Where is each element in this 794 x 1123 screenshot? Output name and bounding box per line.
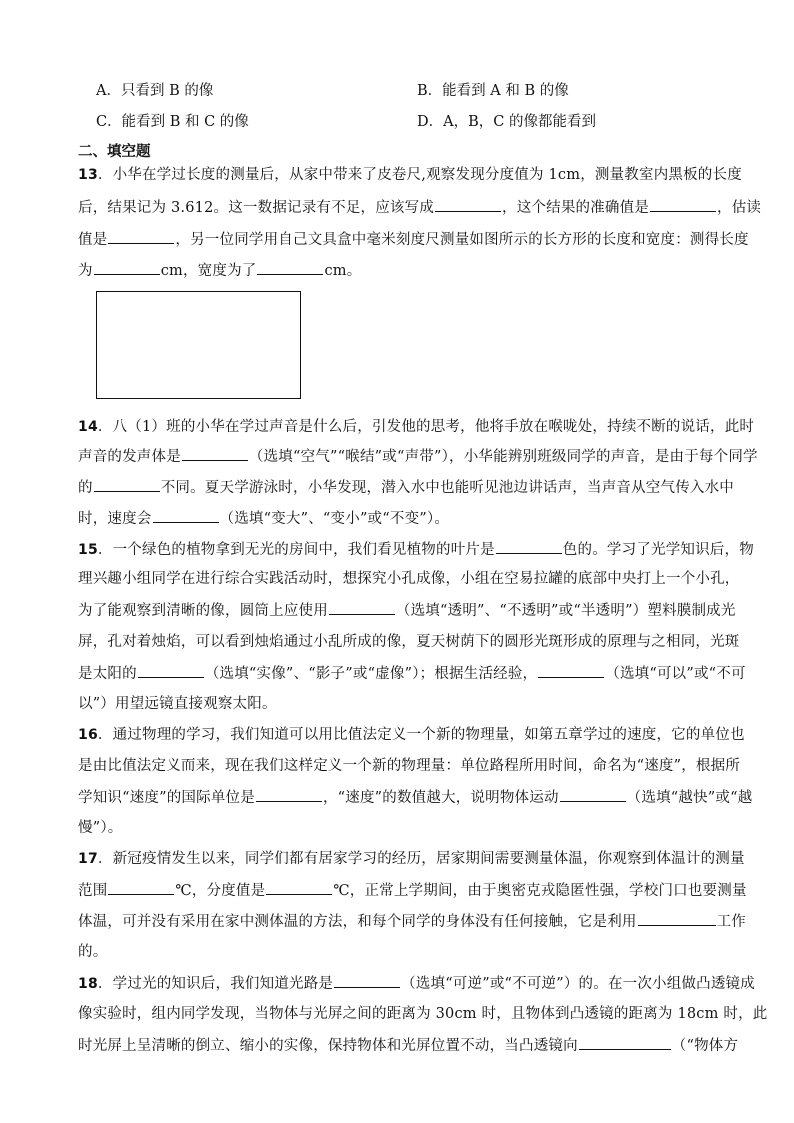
q14-text: （选填“空气”“喉结”或“声带”），小华能辨别班级同学的声音，是由于每个同学 [248, 449, 758, 465]
q14-text: 的 [78, 480, 93, 496]
q15-text: 屏，孔对着烛焰，可以看到烛焰通过小乱所成的像，夏天树荫下的圆形光斑形成的原理与之相同，光斑 [78, 634, 740, 650]
q14-text: 声音的发声体是 [78, 449, 181, 465]
q15-line-6 [78, 694, 738, 714]
option-c: C．能看到 B 和 C 的像 [96, 114, 249, 130]
q17-text: ℃，正常上学期间，由于奥密克戎隐匿性强，学校门口也要测量 [333, 883, 747, 899]
q17-text: 的。 [78, 944, 108, 960]
q14-text: 时，速度会 [78, 511, 152, 527]
option-d: D．A，B，C 的像都能看到 [417, 114, 596, 130]
answer-blank[interactable] [329, 600, 395, 615]
option-b: B．能看到 A 和 B 的像 [417, 83, 569, 99]
answer-blank[interactable] [435, 197, 501, 212]
q17-text: 工作 [716, 914, 747, 930]
q14-text: ．八（1）班的小华在学过声音是什么后，引发他的思考，他将手放在喉咙处，持续不断的说话，此时 [97, 419, 755, 435]
q17-text: 范围 [78, 883, 108, 899]
q18-text: 时光屏上呈清晰的倒立、缩小的实像，保持物体和光屏位置不动，当凸透镜向 [78, 1038, 578, 1054]
q17-line-3 [78, 911, 747, 932]
q15-text: ．一个绿色的植物拿到无光的房间中，我们看见植物的叶片是 [97, 542, 495, 558]
q15-text: （选填“实像”、“影子”或“虚像”）；根据生活经验， [204, 666, 538, 682]
q16-number: 16 [78, 727, 98, 743]
q16-text: 是由比值法定义而来，现在我们这样定义一个新的物理量：单位路程所用时间，命名为“逨度”，根据所 [78, 758, 741, 774]
q16-text: （选填“越快”或“越 [626, 790, 753, 806]
q15-text: 色的。学习了光学知识后，物 [562, 542, 754, 558]
q14-line-2 [78, 446, 758, 467]
q17-line-2 [78, 880, 747, 901]
q14-line-3 [78, 477, 738, 498]
q13-number: 13 [78, 167, 98, 183]
q18-text: 像实验时，组内同学发现，当物体与光屏之间的距离为 30cm 时，且物体到凸透镜的距离为 18cm 时，此 [78, 1006, 768, 1022]
q13-line-3 [78, 229, 749, 250]
q15-line-3 [78, 600, 738, 621]
q13-text: 值是 [78, 232, 108, 248]
answer-blank[interactable] [108, 229, 174, 244]
answer-blank[interactable] [108, 880, 174, 895]
q14-line-4 [78, 508, 738, 529]
q18-number: 18 [78, 976, 98, 992]
answer-blank[interactable] [638, 911, 716, 926]
answer-blank[interactable] [579, 1035, 671, 1050]
q17-line-4 [78, 942, 738, 962]
q17-text: ℃，分度值是 [175, 883, 266, 899]
q15-line-4 [78, 632, 738, 652]
answer-blank[interactable] [560, 787, 626, 802]
answer-blank[interactable] [256, 787, 322, 802]
q13-text: ，这个结果的准确值是 [502, 200, 650, 216]
answer-blank[interactable] [138, 663, 204, 678]
q13-text: 后，结果记为 3.612。这一数据记录有不足，应该写成 [78, 200, 435, 216]
q15-text: 以”）用望远镜直接观察太阳。 [78, 696, 277, 712]
q15-number: 15 [78, 542, 98, 558]
q13-text: ，估读 [717, 200, 762, 216]
q15-line-1 [78, 539, 754, 560]
answer-blank[interactable] [94, 260, 160, 275]
q13-line-4 [78, 260, 738, 281]
q14-line-1 [78, 417, 755, 437]
q15-text: 理兴趣小组同学在进行综合实践活动时，想探究小孔成像，小组在空易拉罐的底部中央打上一个小孔， [78, 571, 740, 587]
answer-blank[interactable] [650, 197, 716, 212]
answer-blank[interactable] [538, 663, 604, 678]
q14-text: （选填“变大”、“变小”或“不变”）。 [219, 511, 450, 527]
answer-blank[interactable] [257, 260, 323, 275]
q15-text: 为了能观察到清晰的像，圆筒上应使用 [78, 603, 328, 619]
q16-text: 学知识“逨度”的国际单位是 [78, 790, 255, 806]
q18-text: ．学过光的知识后，我们知道光路是 [97, 976, 334, 992]
q17-number: 17 [78, 851, 98, 867]
q16-line-3 [78, 787, 753, 808]
answer-blank[interactable] [94, 477, 160, 492]
q18-line-3 [78, 1035, 738, 1056]
q16-text: ，“逨度”的数值越大，说明物体运动 [322, 790, 559, 806]
q16-line-2 [78, 756, 741, 776]
q18-line-1 [78, 973, 755, 994]
rectangle-figure [96, 291, 301, 399]
answer-blank[interactable] [182, 446, 248, 461]
q18-line-2 [78, 1004, 768, 1024]
q15-text: （选填“透明”、“不透明”或“半透明”）塑料膜制成光 [395, 603, 736, 619]
q15-line-5 [78, 663, 746, 684]
answer-blank[interactable] [496, 539, 562, 554]
q18-text: （“物体方 [671, 1038, 739, 1054]
q13-text: 为 [78, 263, 93, 279]
q17-text: ．新冠疫情发生以来，同学们都有居家学习的经历，居家期间需要测量体温，你观察到体温计的测量 [97, 851, 745, 867]
q14-text: 不同。夏天学游泳时，小华发现，潜入水中也能听见池边讲话声，当声音从空气传入水中 [160, 480, 734, 496]
q15-text: 是太阳的 [78, 666, 137, 682]
option-a: A．只看到 B 的像 [96, 83, 214, 99]
q16-text: 慢”）。 [78, 820, 123, 836]
q13-text: ，另一位同学用自己文具盒中毫米刻度尺测量如图所示的长方形的长度和宽度：测得长度 [175, 232, 749, 248]
q16-text: ．通过物理的学习，我们知道可以用比值法定义一个新的物理量，如第五章学过的速度，它的单位也 [97, 727, 745, 743]
answer-blank[interactable] [153, 508, 219, 523]
q17-text: 体温，可并没有采用在家中测体温的方法，和每个同学的身体没有任何接触，它是利用 [78, 914, 637, 930]
q15-text: （选填“可以”或“不可 [605, 666, 746, 682]
q13-line-2 [78, 197, 762, 218]
answer-blank[interactable] [334, 973, 400, 988]
q13-text: ．小华在学过长度的测量后，从家中带来了皮卷尺,观察发现分度值为 1cm，测量教室内黑板的长度 [97, 167, 742, 183]
answer-blank[interactable] [266, 880, 332, 895]
q18-text: （选填“可逆”或“不可逆”）的。在一次小组做凸透镜成 [401, 976, 755, 992]
q13-text: cm，宽度为了 [160, 263, 257, 279]
q13-text: cm。 [324, 263, 362, 279]
q16-line-4 [78, 818, 738, 838]
q17-line-1 [78, 849, 745, 869]
section-heading: 二、填空题 [78, 144, 151, 160]
q15-line-2 [78, 569, 738, 589]
q13-line-1 [78, 165, 742, 185]
q14-number: 14 [78, 419, 98, 435]
q16-line-1 [78, 725, 745, 745]
